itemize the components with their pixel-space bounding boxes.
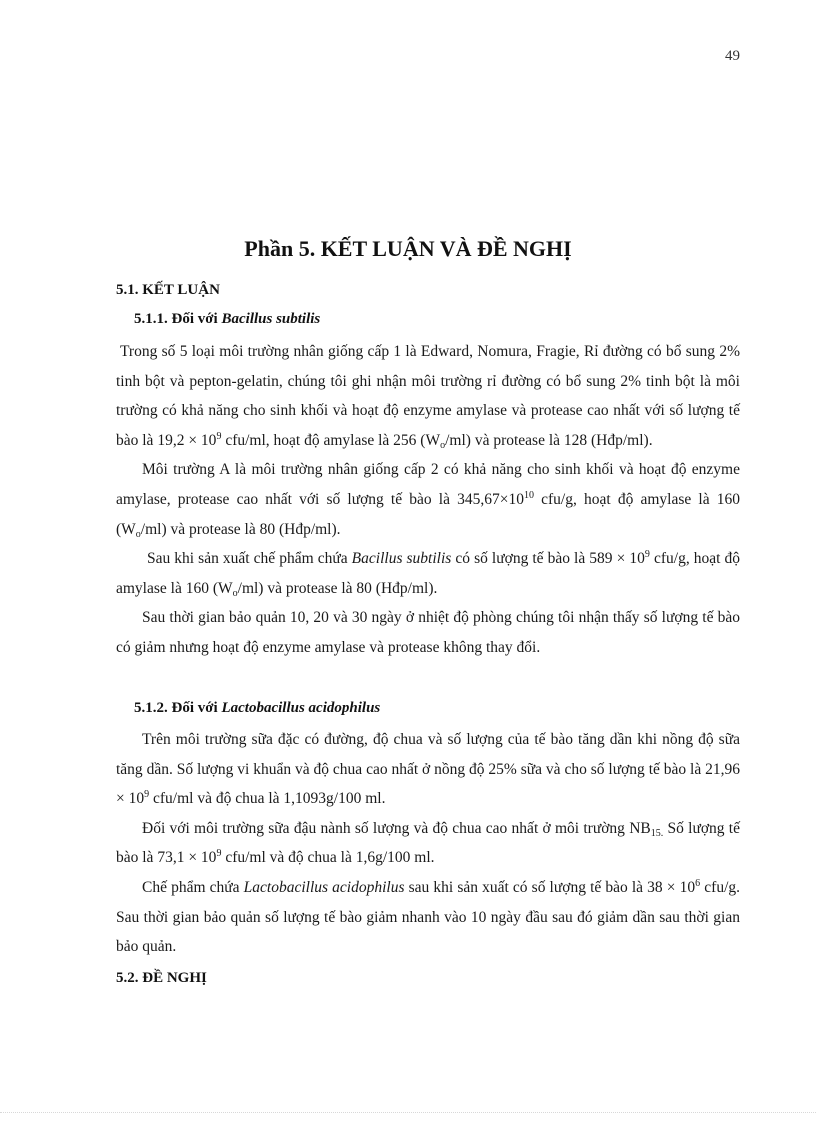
page-number: 49 xyxy=(725,48,740,64)
paragraph-storage-bacillus: Sau thời gian bảo quản 10, 20 và 30 ngày ở nhiệt độ phòng chúng tôi nhận thấy số lượng tế bào có giảm nhưng hoạt độ enzyme amylase và protease không thay đổi. xyxy=(116,609,740,656)
paragraph-medium-level2: Môi trường A là môi trường nhân giống cấp 2 có khả năng cho sinh khối và hoạt độ enzyme amylase, protease cao nhất với số lượng tế bào là $345,67\times 10^{10}$ cfu/g, hoạt độ amylase là 160 $(W_o/ml)$ và protease là 80 (Hđp/ml). xyxy=(116,461,740,540)
paragraph-product-bacillus: Sau khi sản xuất chế phẩm chứa Bacillus subtilis có số lượng tế bào là $589 \times 10^9$ cfu/g, hoạt độ amylase là 160 $(W_o/ml)$ và protease là 80 (Hđp/ml). xyxy=(116,549,741,599)
text-block-lactobacillus xyxy=(116,725,740,962)
subsection-heading-organism: Bacillus subtilis xyxy=(221,311,321,327)
subsection-heading-lactobacillus xyxy=(134,700,380,717)
subsection-heading-prefix: 5.1.2. Đối với xyxy=(134,700,222,716)
text-block-bacillus xyxy=(116,337,740,663)
subsection-heading-organism: Lactobacillus acidophilus xyxy=(221,700,381,716)
paragraph-soy-milk: Đối với môi trường sữa đậu nành số lượng và độ chua cao nhất ở môi trường $NB_{15.}$ Số lượng tế bào là $73,1 \times 10^9$ cfu/ml và độ chua là 1,6g/100 ml. xyxy=(116,819,740,867)
paragraph-medium-level1: Trong số 5 loại môi trường nhân giống cấp 1 là Edward, Nomura, Fragie, Rỉ đường có bổ sung 2% tinh bột và pepton-gelatin, chúng tôi ghi nhận môi trường rỉ đường có bổ sung 2% tinh bột là môi trường có khả năng cho sinh khối và hoạt độ enzyme amylase và protease cao nhất với số lượng tế bào là $19,2 \times 10^9$ cfu/ml, hoạt độ amylase là 256 $(W_o/ml)$ và protease là 128 (Hđp/ml). xyxy=(116,343,740,451)
section-heading-recommendation: 5.2. ĐỀ NGHỊ xyxy=(116,970,207,986)
paragraph-condensed-milk: Trên môi trường sữa đặc có đường, độ chua và số lượng của tế bào tăng dần khi nồng độ sữa tăng dần. Số lượng vi khuẩn và độ chua cao nhất ở nồng độ 25% sữa và cho số lượng tế bào là $21,96 \times 10^9$ cfu/ml và độ chua là 1,1093g/100 ml. xyxy=(116,731,740,808)
page-footer-divider xyxy=(0,1112,816,1113)
page-title: Phần 5. KẾT LUẬN VÀ ĐỀ NGHỊ xyxy=(244,236,572,261)
subsection-heading-bacillus xyxy=(134,311,320,328)
paragraph-product-lactobacillus: Chế phẩm chứa Lactobacillus acidophilus sau khi sản xuất có số lượng tế bào là $38 \times 10^6$ cfu/g. Sau thời gian bảo quản số lượng tế bào giảm nhanh vào 10 ngày đầu sau đó giảm dần sau thời gian bảo quản. xyxy=(116,877,740,956)
subsection-heading-prefix: 5.1.1. Đối với xyxy=(134,311,222,327)
section-heading-conclusion: 5.1. KẾT LUẬN xyxy=(116,282,220,298)
